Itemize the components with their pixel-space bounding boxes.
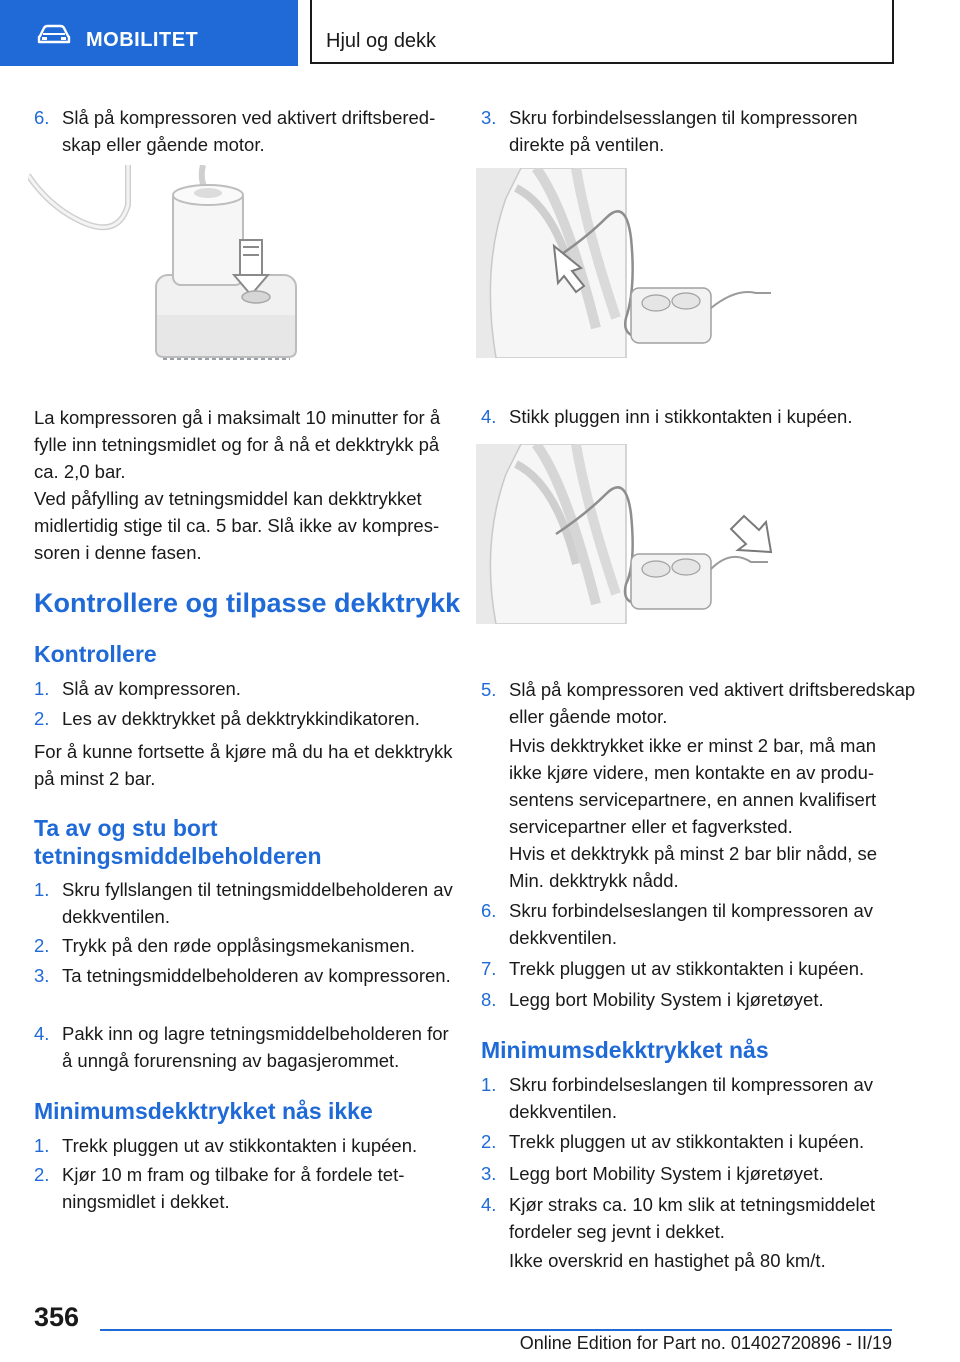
step-number: 1. <box>34 678 50 699</box>
step-text: Skru forbindelseslangen til kompressoren av dekkventilen. <box>509 900 874 948</box>
subsection-heading: Ta av og stu bort tetningsmiddelbeholderen <box>34 815 322 869</box>
wheel-valve-illustration <box>476 168 776 358</box>
section-heading: Kontrollere og tilpasse dekktrykk <box>34 588 461 618</box>
step-text: Trykk på den røde opplåsingsmekanismen. <box>62 935 416 956</box>
section-tab[interactable] <box>0 0 298 66</box>
paragraph: Hvis et dekktrykk på minst 2 bar blir nådd, se Min. dekktrykk nådd. <box>509 843 878 891</box>
step-number: 2. <box>34 935 50 956</box>
step-number: 3. <box>481 1163 497 1184</box>
paragraph: La kompressoren gå i maksimalt 10 minutter for å fylle inn tetningsmidlet og for å nå et dekktrykk på ca. 2,0 bar. <box>34 407 441 482</box>
step-text: Kjør straks ca. 10 km slik at tetningsmiddelet fordeler seg jevnt i dekket. <box>509 1194 876 1242</box>
paragraph: Ved påfylling av tetningsmiddel kan dekktrykket midlertidig stige til ca. 5 bar. Slå ikke av kompressoren i denne fasen. <box>34 488 440 563</box>
step-text: Kjør 10 m fram og tilbake for å fordele tetningsmidlet i dekket. <box>62 1164 405 1212</box>
step-text: Skru forbindelsesslangen til kompressoren direkte på ventilen. <box>509 107 858 155</box>
edition-text: Online Edition for Part no. 01402720896 - II/19 <box>519 1333 892 1353</box>
step-number: 6. <box>34 107 50 128</box>
step-text: Legg bort Mobility System i kjøretøyet. <box>509 989 824 1010</box>
compressor-illustration <box>28 165 308 370</box>
step-number: 7. <box>481 958 497 979</box>
step-text: Ta tetningsmiddelbeholderen av kompressoren. <box>62 965 451 986</box>
step-number: 5. <box>481 679 497 700</box>
step-number: 4. <box>481 406 497 427</box>
step-number: 4. <box>34 1023 50 1044</box>
step-number: 8. <box>481 989 497 1010</box>
step-text: Skru fyllslangen til tetningsmiddelbeholderen av dekkventilen. <box>62 879 453 927</box>
step-number: 3. <box>481 107 497 128</box>
paragraph: Hvis dekktrykket ikke er minst 2 bar, må man ikke kjøre videre, men kontakte en av produsentens servicepartnere, en annen kvalifisert servicepartner eller et fagverksted. <box>509 735 877 837</box>
step-number: 1. <box>481 1074 497 1095</box>
step-number: 1. <box>34 879 50 900</box>
step-number: 2. <box>34 708 50 729</box>
subsection-heading: Kontrollere <box>34 641 157 667</box>
paragraph: For å kunne fortsette å kjøre må du ha et dekktrykk på minst 2 bar. <box>34 741 453 789</box>
step-text: Trekk pluggen ut av stikkontakten i kupéen. <box>509 1131 865 1152</box>
step-text: Trekk pluggen ut av stikkontakten i kupéen. <box>509 958 865 979</box>
step-number: 6. <box>481 900 497 921</box>
step-text: Skru forbindelseslangen til kompressoren av dekkventilen. <box>509 1074 874 1122</box>
step-number: 4. <box>481 1194 497 1215</box>
chapter-header <box>310 0 894 64</box>
footer-divider <box>100 1329 892 1331</box>
step-text: Slå på kompressoren ved aktivert driftsberedskap eller gående motor. <box>509 679 916 727</box>
step-text: Pakk inn og lagre tetningsmiddelbeholderen for å unngå forurensning av bagasjerommet. <box>62 1023 449 1071</box>
subsection-heading: Minimumsdekktrykket nås <box>481 1037 769 1063</box>
step-text: Stikk pluggen inn i stikkontakten i kupéen. <box>509 406 853 427</box>
step-text: Legg bort Mobility System i kjøretøyet. <box>509 1163 824 1184</box>
section-label: MOBILITET <box>86 29 199 51</box>
step-text: Trekk pluggen ut av stikkontakten i kupéen. <box>62 1135 418 1156</box>
step-number: 2. <box>34 1164 50 1185</box>
subsection-heading: Minimumsdekktrykket nås ikke <box>34 1098 373 1124</box>
step-text: Les av dekktrykket på dekktrykkindikatoren. <box>62 708 420 729</box>
step-number: 3. <box>34 965 50 986</box>
step-number: 2. <box>481 1131 497 1152</box>
wheel-plug-illustration <box>476 444 776 624</box>
chapter-title: Hjul og dekk <box>326 30 437 52</box>
paragraph: Ikke overskrid en hastighet på 80 km/t. <box>509 1250 826 1271</box>
step-number: 1. <box>34 1135 50 1156</box>
car-icon <box>36 24 72 44</box>
page-number: 356 <box>34 1302 80 1332</box>
step-text: Slå på kompressoren ved aktivert driftsberedskap eller gående motor. <box>62 107 436 155</box>
step-text: Slå av kompressoren. <box>62 678 241 699</box>
